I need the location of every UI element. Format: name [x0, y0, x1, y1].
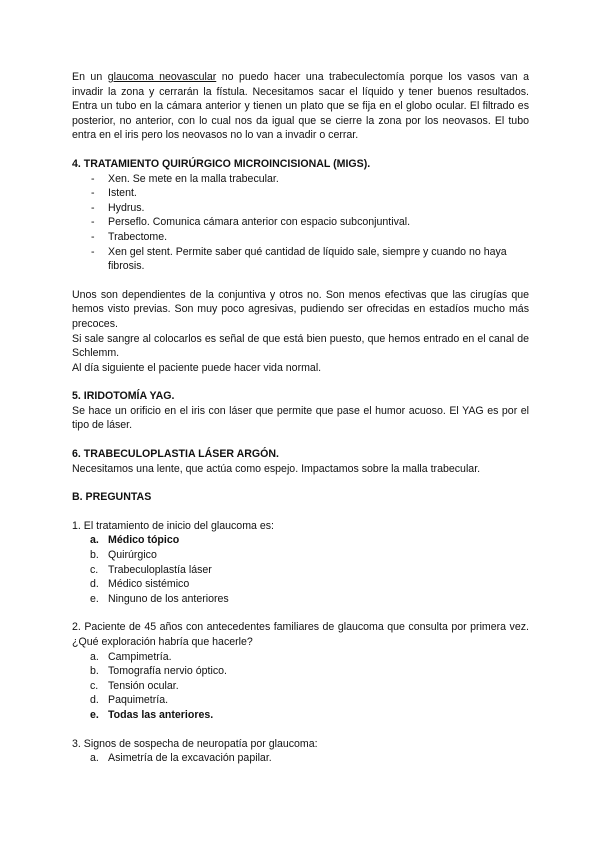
list-item: - Xen. Se mete en la malla trabecular. [72, 172, 529, 187]
section-4-paragraph-2: Si sale sangre al colocarlos es señal de que está bien puesto, que hemos entrado en el canal de Schlemm. [72, 332, 529, 360]
option: d. Paquimetría. [90, 694, 169, 707]
question-3: 3. Signos de sospecha de neuropatía por glaucoma: [72, 737, 318, 750]
list-item: - Perseflo. Comunica cámara anterior con espacio subconjuntival. [72, 215, 529, 230]
section-4-heading: 4. TRATAMIENTO QUIRÚRGICO MICROINCISIONAL (MIGS). [72, 157, 371, 170]
question-2-options [72, 650, 529, 723]
section-4-paragraph-1: Unos son dependientes de la conjuntiva y otros no. Son menos efectivas que las cirugías que hemos visto previas. Son muy poco agresivas, pudiendo ser ofrecidas en estadíos mucho más precoces. [72, 288, 529, 330]
option: b. Quirúrgico [90, 549, 157, 562]
question-3-options [72, 751, 529, 766]
question-2: 2. Paciente de 45 años con antecedentes familiares de glaucoma que consulta por primera vez. ¿Qué exploración habría que hacerle? [72, 621, 529, 648]
migs-list [72, 172, 529, 274]
intro-text-rest: no puedo hacer una trabeculectomía porque los vasos van a invadir la zona y cerrarán la fístula. Necesitamos sacar el líquido y tener buenos resultados. Entra un tubo en la cámara anterior y tienen un plato que se fija en el globo ocular. El filtrado es posterior, no anterior, con lo cual nos da igual que se cierre la zona por los neovasos. El tubo entra en el iris pero los neovasos no lo van a invadir o cerrar. [72, 71, 529, 142]
option: c. Trabeculoplastía láser [90, 563, 212, 576]
question-1-options [72, 533, 529, 606]
option: a. Campimetría. [90, 650, 172, 663]
section-b-heading: B. PREGUNTAS [72, 491, 152, 504]
list-item: - Hydrus. [72, 201, 529, 216]
option: b. Tomografía nervio óptico. [90, 665, 227, 678]
section-5-text: Se hace un orificio en el iris con láser que permite que pase el humor acuoso. El YAG es por el tipo de láser. [72, 404, 529, 432]
section-5-heading: 5. IRIDOTOMÍA YAG. [72, 390, 175, 403]
option: e. Ninguno de los anteriores [90, 592, 229, 605]
section-6-heading: 6. TRABECULOPLASTIA LÁSER ARGÓN. [72, 448, 279, 461]
question-1: 1. El tratamiento de inicio del glaucoma es: [72, 519, 274, 532]
list-item: - Istent. [72, 186, 529, 201]
intro-underlined-term: glaucoma neovascular [107, 71, 217, 83]
intro-paragraph [72, 70, 529, 143]
option-correct: a. Médico tópico [90, 534, 180, 547]
list-item: - Trabectome. [72, 230, 529, 245]
document-page [72, 70, 529, 766]
option: a. Asimetría de la excavación papilar. [90, 752, 272, 765]
option: c. Tensión ocular. [90, 679, 179, 692]
list-item: - Xen gel stent. Permite saber qué cantidad de líquido sale, siempre y cuando no haya fibrosis. [72, 245, 529, 274]
option-correct: e. Todas las anteriores. [90, 708, 214, 721]
option: d. Médico sistémico [90, 578, 190, 591]
section-4-paragraph-3: Al día siguiente el paciente puede hacer vida normal. [72, 361, 322, 374]
section-6-text: Necesitamos una lente, que actúa como espejo. Impactamos sobre la malla trabecular. [72, 462, 481, 475]
intro-text-start: En un [72, 71, 108, 83]
